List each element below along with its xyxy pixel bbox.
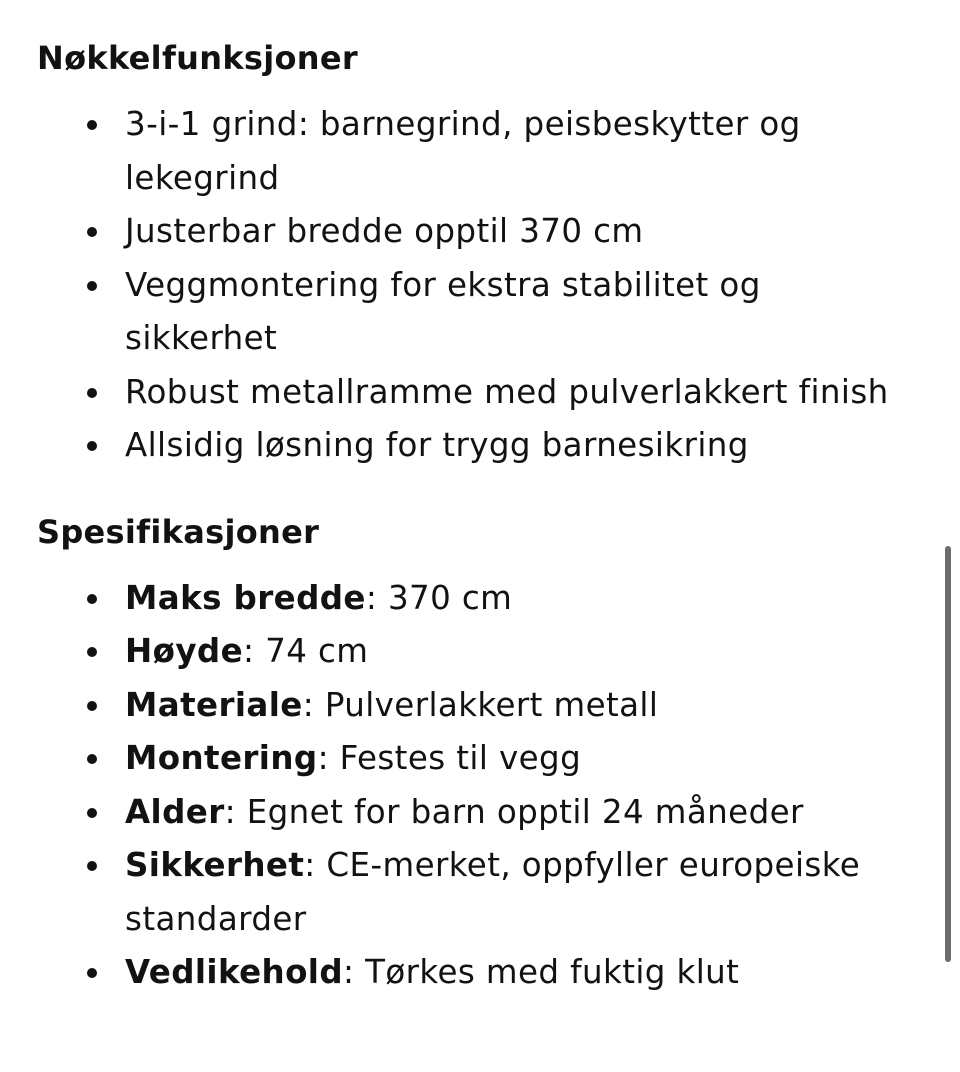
feature-item: Justerbar bredde opptil 370 cm — [125, 205, 917, 259]
spec-value: : Pulverlakkert metall — [302, 685, 659, 724]
features-heading: Nøkkelfunksjoner — [37, 39, 358, 77]
spec-label: Materiale — [125, 685, 303, 724]
spec-value: : Tørkes med fuktig klut — [343, 953, 740, 991]
spec-value: : Egnet for barn opptil 24 måneder — [224, 792, 804, 831]
feature-item: Robust metallramme med pulverlakkert finish — [125, 366, 917, 420]
spec-value: : 74 cm — [243, 632, 369, 670]
spec-label: Alder — [125, 792, 225, 831]
specs-list — [37, 572, 917, 1000]
spec-item — [125, 786, 917, 840]
scrollbar[interactable] — [945, 546, 951, 962]
spec-item — [125, 946, 917, 1000]
spec-item — [125, 839, 917, 946]
feature-item: Veggmontering for ekstra stabilitet og sikkerhet — [125, 259, 917, 366]
product-description — [37, 34, 917, 1000]
spec-item — [125, 679, 917, 733]
spec-label: Vedlikehold — [125, 953, 344, 991]
spec-label: Maks bredde — [125, 578, 366, 617]
spec-item — [125, 732, 917, 786]
specs-heading: Spesifikasjoner — [37, 512, 320, 551]
feature-item: Allsidig løsning for trygg barnesikring — [125, 419, 917, 473]
spec-item — [125, 572, 917, 626]
spec-value: : CE-merket, oppfyller europeiske standarder — [125, 846, 861, 938]
spec-value: : Festes til vegg — [317, 739, 582, 777]
spec-label: Sikkerhet — [125, 846, 305, 884]
features-list — [37, 98, 917, 473]
spec-label: Høyde — [125, 632, 244, 670]
spec-label: Montering — [125, 739, 318, 777]
spec-value: : 370 cm — [365, 578, 513, 617]
spec-item — [125, 625, 917, 679]
feature-item: 3-i-1 grind: barnegrind, peisbeskytter og lekegrind — [125, 98, 917, 205]
